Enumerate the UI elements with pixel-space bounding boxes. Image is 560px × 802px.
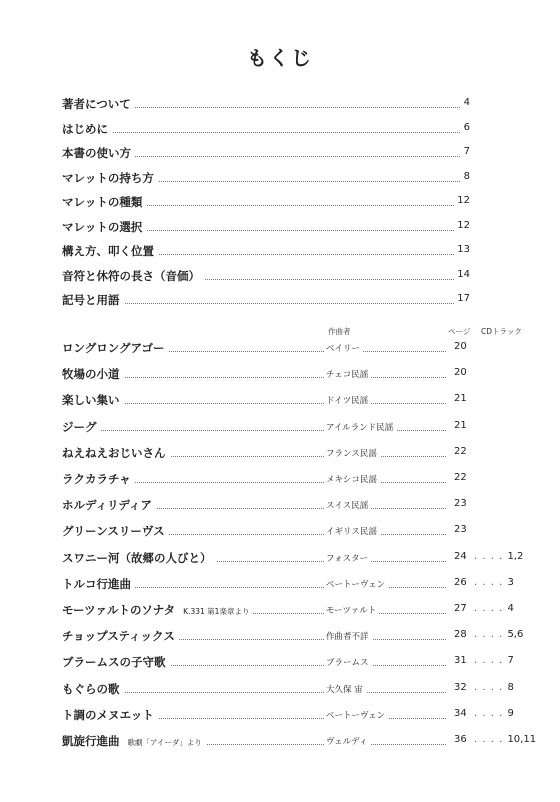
- song-title-text: ブラームスの子守歌: [62, 655, 166, 670]
- song-composer: ヴェルディ: [324, 735, 370, 747]
- song-entry: [62, 628, 524, 646]
- song-title: [62, 497, 156, 513]
- toc-entry: [62, 292, 470, 310]
- song-title: [62, 366, 124, 382]
- song-page: 21: [454, 419, 467, 431]
- song-title: [62, 340, 168, 356]
- song-entry: [62, 523, 520, 541]
- song-composer: モーツァルト: [324, 604, 379, 616]
- song-title: [62, 681, 124, 697]
- song-title-text: スワニー河（故郷の人びと）: [62, 550, 212, 565]
- song-composer: メキシコ民謡: [324, 473, 380, 485]
- composer-column-header: 作曲者: [328, 327, 351, 336]
- song-page: 22: [454, 472, 467, 483]
- song-cd-track: . . . . 3: [474, 576, 514, 588]
- page-column-header: ページ: [448, 327, 471, 336]
- toc-entry-title: マレットの持ち方: [62, 170, 158, 186]
- song-cd-track-number: 3: [507, 576, 514, 588]
- toc-entry: [62, 96, 470, 114]
- toc-entry-page: 4: [461, 97, 470, 108]
- song-composer: ベートーヴェン: [324, 709, 388, 721]
- song-page: 28: [454, 629, 467, 641]
- song-composer: アイルランド民謡: [324, 421, 396, 433]
- toc-entry-title: 著者について: [62, 96, 135, 112]
- song-title-text: もぐらの歌: [62, 681, 120, 696]
- song-entry: [62, 602, 520, 620]
- toc-entry-title: 構え方、叩く位置: [62, 243, 158, 259]
- song-title: [62, 392, 124, 408]
- song-page: 34: [454, 707, 467, 719]
- song-cd-track-number: 10,11: [507, 734, 537, 745]
- song-composer: ブラームス: [324, 656, 372, 668]
- song-page: 31: [454, 655, 467, 667]
- toc-entry-title: マレットの選択: [62, 219, 146, 235]
- song-entry: [62, 445, 520, 463]
- song-page: 23: [454, 498, 467, 510]
- song-composer: フランス民謡: [324, 447, 380, 459]
- song-title-text: チョップスティックス: [62, 629, 175, 644]
- toc-entry-title: 音符と休符の長さ（音価）: [62, 268, 204, 284]
- song-title-text: ジーグ: [62, 419, 97, 434]
- song-cd-track: . . . . 4: [474, 603, 514, 614]
- song-entry: [62, 654, 520, 672]
- toc-entry-title: 本書の使い方: [62, 145, 135, 161]
- song-page: 26: [454, 576, 467, 588]
- song-composer: 作曲者不詳: [324, 630, 372, 642]
- leader-dots: [62, 430, 324, 431]
- song-composer: ベートーヴェン: [324, 578, 388, 590]
- song-entry: [62, 419, 520, 437]
- song-title-text: ねえねえおじいさん: [62, 445, 166, 460]
- song-page: 27: [454, 603, 467, 614]
- song-page: 21: [454, 393, 467, 405]
- song-composer: イギリス民謡: [324, 525, 380, 537]
- song-cd-track-number: 7: [507, 655, 514, 667]
- toc-entry-page: 14: [454, 269, 470, 280]
- song-title: [62, 628, 179, 644]
- toc-entry: [62, 219, 470, 237]
- song-title: [62, 550, 216, 566]
- song-cd-track-number: 4: [507, 603, 514, 614]
- song-title: [62, 733, 206, 749]
- song-composer: ベイリー: [324, 342, 363, 354]
- song-cd-track-number: 8: [507, 681, 514, 693]
- toc-entry: [62, 194, 470, 212]
- song-subtitle: 歌劇「アイーダ」より: [127, 738, 202, 747]
- song-composer: チェコ民謡: [324, 368, 371, 380]
- song-page: 36: [454, 734, 467, 745]
- song-composer: スイス民謡: [324, 499, 371, 511]
- song-title-text: ト調のメヌエット: [62, 707, 154, 722]
- toc-entry: [62, 243, 470, 261]
- song-entry: [62, 576, 520, 594]
- song-entry: [62, 733, 537, 751]
- song-title: [62, 654, 170, 670]
- toc-entry-title: マレットの種類: [62, 194, 146, 210]
- leader-dots: [62, 132, 470, 133]
- song-cd-track: . . . . 9: [474, 707, 514, 719]
- song-page: 20: [454, 341, 467, 352]
- song-composer: 大久保 宙: [324, 683, 366, 695]
- toc-entry-page: 7: [461, 146, 470, 157]
- toc-entry-page: 12: [454, 220, 470, 231]
- toc-entry-page: 8: [461, 171, 470, 182]
- song-entry: [62, 550, 524, 568]
- song-cd-track: . . . . 10,11: [474, 734, 537, 745]
- toc-entry-page: 13: [454, 244, 470, 255]
- song-title-text: 凱旋行進曲: [62, 734, 120, 748]
- toc-entry-page: 12: [454, 195, 470, 206]
- toc-entry-title: 記号と用語: [62, 292, 124, 308]
- song-title-text: ホルディリディア: [62, 498, 152, 513]
- song-entry: [62, 497, 520, 515]
- song-cd-track-number: 9: [507, 707, 514, 719]
- song-page: 23: [454, 524, 467, 536]
- song-title-text: ロングロングアゴー: [62, 341, 165, 355]
- song-entry: [62, 366, 520, 384]
- song-composer: ドイツ民謡: [324, 394, 371, 406]
- toc-entry: [62, 121, 470, 139]
- song-entry: [62, 392, 520, 410]
- toc-entry: [62, 268, 470, 286]
- song-subtitle: K.331 第1楽章より: [183, 607, 250, 616]
- song-page: 24: [454, 550, 467, 562]
- toc-entry: [62, 145, 470, 163]
- song-cd-track: . . . . 1,2: [474, 550, 524, 562]
- toc-entry-title: はじめに: [62, 121, 112, 137]
- song-title: [62, 471, 135, 487]
- song-title-text: モーツァルトのソナタ: [62, 603, 176, 617]
- song-title-text: 楽しい集い: [62, 393, 120, 408]
- song-cd-track: . . . . 5,6: [474, 629, 524, 641]
- song-title-text: ラクカラチャ: [62, 472, 131, 486]
- song-title: [62, 707, 158, 723]
- song-entry: [62, 707, 520, 725]
- song-composer: フォスター: [324, 552, 371, 564]
- song-page: 20: [454, 367, 467, 379]
- song-cd-track: . . . . 7: [474, 655, 514, 667]
- song-entry: [62, 340, 520, 358]
- song-cd-track: . . . . 8: [474, 681, 514, 693]
- song-cd-track-number: 1,2: [507, 550, 524, 562]
- song-title: [62, 419, 101, 435]
- song-title: [62, 445, 170, 461]
- song-page: 22: [454, 445, 467, 457]
- song-entry: [62, 471, 520, 489]
- toc-entry-page: 6: [461, 122, 470, 133]
- song-page: 32: [454, 681, 467, 693]
- song-entry: [62, 681, 520, 699]
- song-cd-track-number: 5,6: [507, 629, 524, 641]
- song-title-text: グリーンスリーヴス: [62, 524, 165, 539]
- song-title: [62, 523, 169, 539]
- song-title-text: 牧場の小道: [62, 367, 120, 382]
- track-column-header: CDトラック: [481, 327, 522, 336]
- toc-entry: [62, 170, 470, 188]
- song-title: [62, 576, 135, 592]
- toc-entry-page: 17: [454, 293, 470, 304]
- page-title: もくじ: [247, 46, 313, 70]
- song-title: [62, 602, 253, 618]
- song-title-text: トルコ行進曲: [62, 576, 131, 591]
